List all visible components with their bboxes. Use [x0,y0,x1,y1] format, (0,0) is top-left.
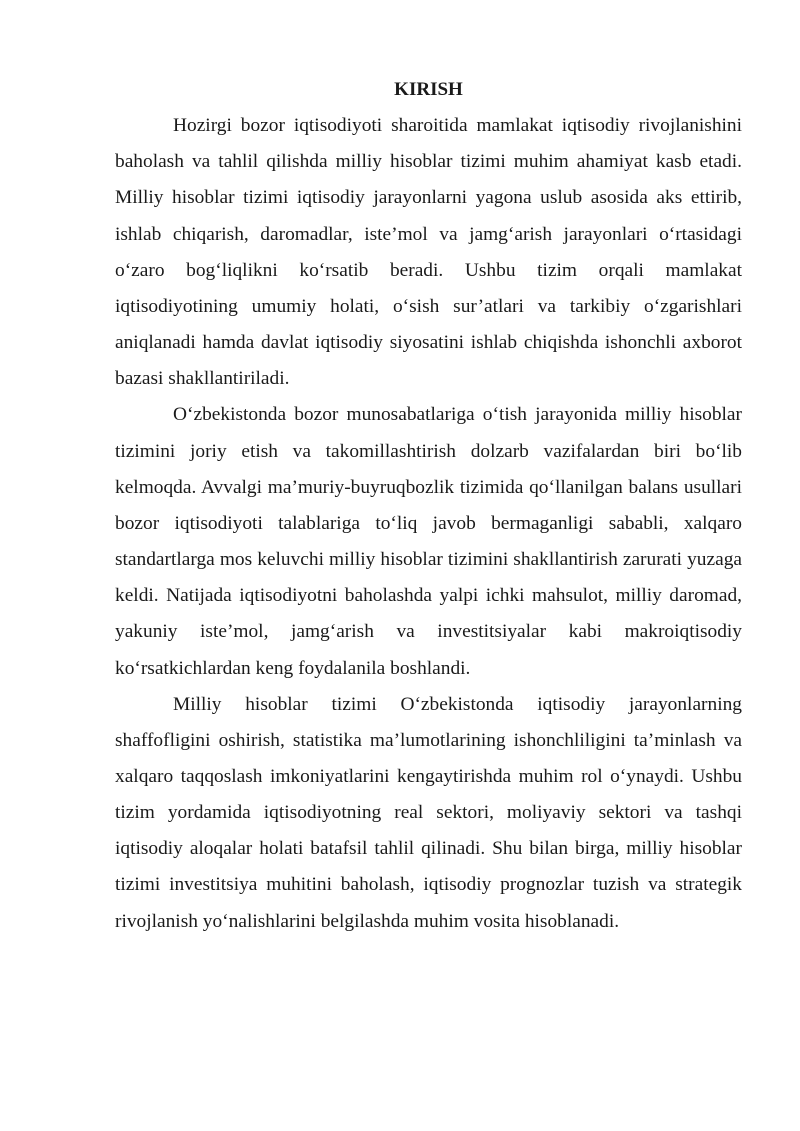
paragraph-2: O‘zbekistonda bozor munosabatlariga o‘tish jarayonida milliy hisoblar tizimini joriy etish va takomillashtirish dolzarb vazifalardan biri bo‘lib kelmoqda. Avvalgi ma’muriy-buyruqbozlik tizimida qo‘llanilgan balans usullari bozor iqtisodiyoti talablariga to‘liq javob bermaganligi sababli, xalqaro standartlarga mos keluvchi milliy hisoblar tizimini shakllantirish zarurati yuzaga keldi. Natijada iqtisodiyotni baholashda yalpi ichki mahsulot, milliy daromad, yakuniy iste’mol, jamg‘arish va investitsiyalar kabi makroiqtisodiy ko‘rsatkichlardan keng foydalanila boshlandi. [115,404,742,679]
document-body [115,72,742,940]
page-title: KIRISH [394,79,463,100]
paragraph-3: Milliy hisoblar tizimi O‘zbekistonda iqtisodiy jarayonlarning shaffofligini oshirish, statistika ma’lumotlarining ishonchliligini ta’minlash va xalqaro taqqoslash imkoniyatlarini kengaytirishda muhim rol o‘ynaydi. Ushbu tizim yordamida iqtisodiyotning real sektori, moliyaviy sektori va tashqi iqtisodiy aloqalar holati batafsil tahlil qilinadi. Shu bilan birga, milliy hisoblar tizimi investitsiya muhitini baholash, iqtisodiy prognozlar tuzish va strategik rivojlanish yo‘nalishlarini belgilashda muhim vosita hisoblanadi. [115,693,742,932]
paragraph-1: Hozirgi bozor iqtisodiyoti sharoitida mamlakat iqtisodiy rivojlanishini baholash va tahlil qilishda milliy hisoblar tizimi muhim ahamiyat kasb etadi. Milliy hisoblar tizimi iqtisodiy jarayonlarni yagona uslub asosida aks ettirib, ishlab chiqarish, daromadlar, iste’mol va jamg‘arish jarayonlari o‘rtasidagi o‘zaro bog‘liqlikni ko‘rsatib beradi. Ushbu tizim orqali mamlakat iqtisodiyotining umumiy holati, o‘sish sur’atlari va tarkibiy o‘zgarishlari aniqlanadi hamda davlat iqtisodiy siyosatini ishlab chiqishda ishonchli axborot bazasi shakllantiriladi. [115,115,742,390]
